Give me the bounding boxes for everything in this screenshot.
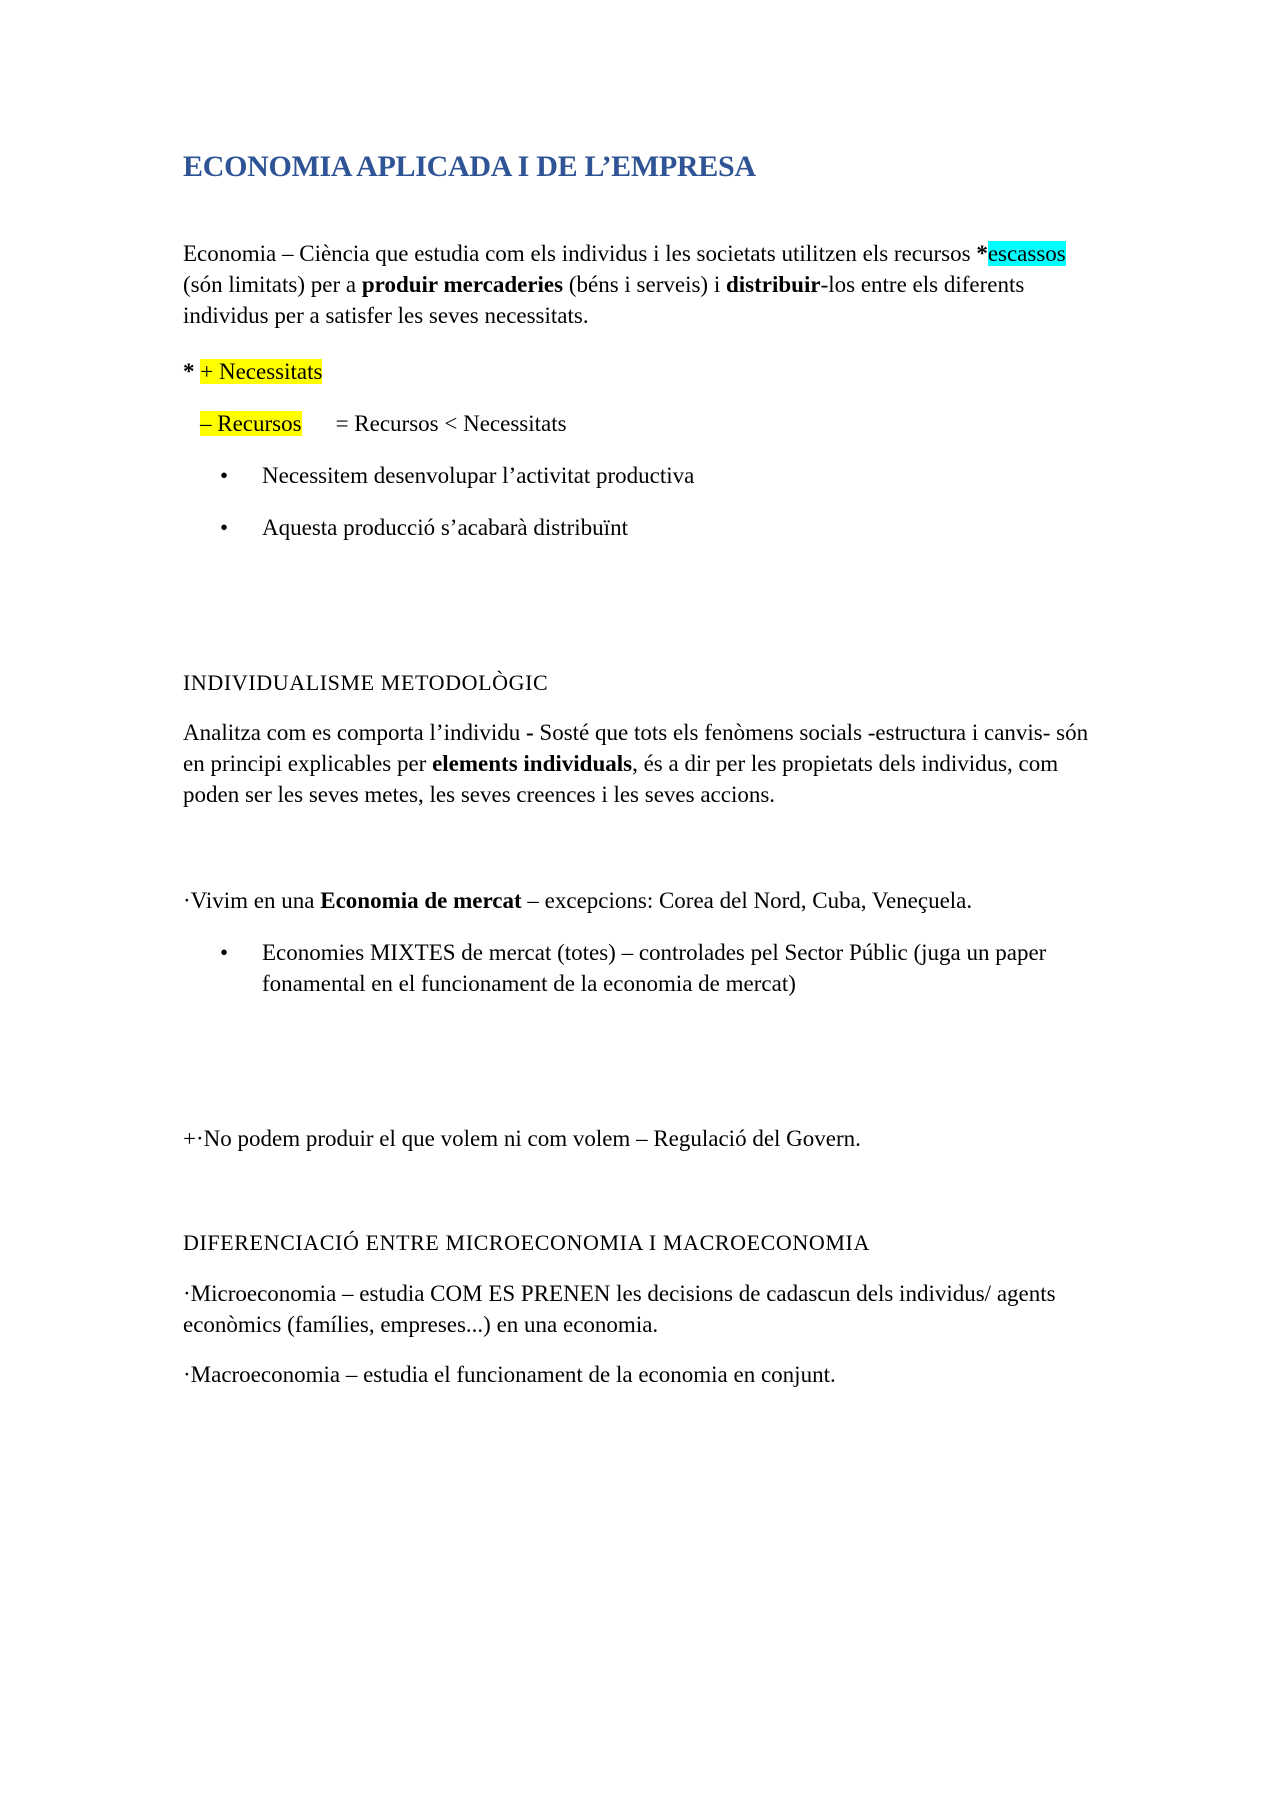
scarce-highlight: escassos	[987, 241, 1066, 266]
distribute-bold: distribuir	[725, 272, 821, 297]
list-item: Aquesta producció s’acabarà distribuïnt	[262, 515, 628, 540]
list-item: Necessitem desenvolupar l’activitat productiva	[262, 463, 695, 488]
market-text-2: – excepcions: Corea del Nord, Cuba, Veneçuela.	[521, 888, 973, 913]
bullet-icon: •	[220, 940, 229, 965]
resources-line	[200, 408, 1120, 439]
definition-text-4: -los entre els diferents individus per a satisfer les seves necessitats.	[183, 272, 1025, 328]
section-heading-micro-macro: DIFERENCIACIÓ ENTRE MICROECONOMIA I MACROECONOMIA	[183, 1230, 870, 1255]
regulation-paragraph: +·No podem produir el que volem ni com volem – Regulació del Govern.	[183, 1126, 861, 1151]
produce-bold: produir mercaderies	[361, 272, 564, 297]
micro-paragraph: ·Microeconomia – estudia COM ES PRENEN les decisions de cadascun dels individus/ agents econòmics (famílies, empreses...) en una economia.	[183, 1281, 1056, 1337]
definition-star: *	[976, 241, 988, 266]
needs-line	[183, 356, 1103, 387]
individualism-text-3: , és a dir per les propietats dels individus, com poden ser les seves metes, les seves creences i les seves accions.	[183, 751, 1059, 807]
individualism-text-1: Analitza com es comporta l’individu	[183, 720, 526, 745]
individualism-paragraph	[183, 717, 1103, 810]
market-paragraph	[183, 885, 1103, 916]
needs-star: *	[183, 359, 195, 384]
market-text-1: ·Vivim en una	[183, 888, 321, 913]
market-economy-bold: Economia de mercat	[320, 888, 522, 913]
macro-paragraph: ·Macroeconomia – estudia el funcionament de la economia en conjunt.	[183, 1362, 836, 1387]
minus-resources-highlight: – Recursos	[200, 411, 302, 436]
section-heading-individualism: INDIVIDUALISME METODOLÒGIC	[183, 670, 549, 695]
definition-text-1: Economia – Ciència que estudia com els individus i les societats utilitzen els recursos	[183, 241, 977, 266]
bullet-icon: •	[220, 515, 229, 540]
definition-text-3: (béns i serveis) i	[563, 272, 726, 297]
definition-text-2: (són limitats) per a	[183, 272, 362, 297]
resources-equation: = Recursos < Necessitats	[335, 411, 567, 436]
individual-elements-bold: elements individuals	[432, 751, 633, 776]
definition-paragraph	[183, 238, 1103, 331]
plus-needs-highlight: + Necessitats	[200, 359, 323, 384]
individualism-dash: -	[526, 720, 534, 745]
individualism-text-2: Sosté que tots els fenòmens socials -estructura i canvis- són en principi explicables per	[183, 720, 1089, 776]
document-title: ECONOMIA APLICADA I DE L’EMPRESA	[183, 150, 756, 183]
bullet-icon: •	[220, 463, 229, 488]
list-item: Economies MIXTES de mercat (totes) – controlades pel Sector Públic (juga un paper fonamental en el funcionament de la economia de mercat)	[262, 940, 1047, 996]
